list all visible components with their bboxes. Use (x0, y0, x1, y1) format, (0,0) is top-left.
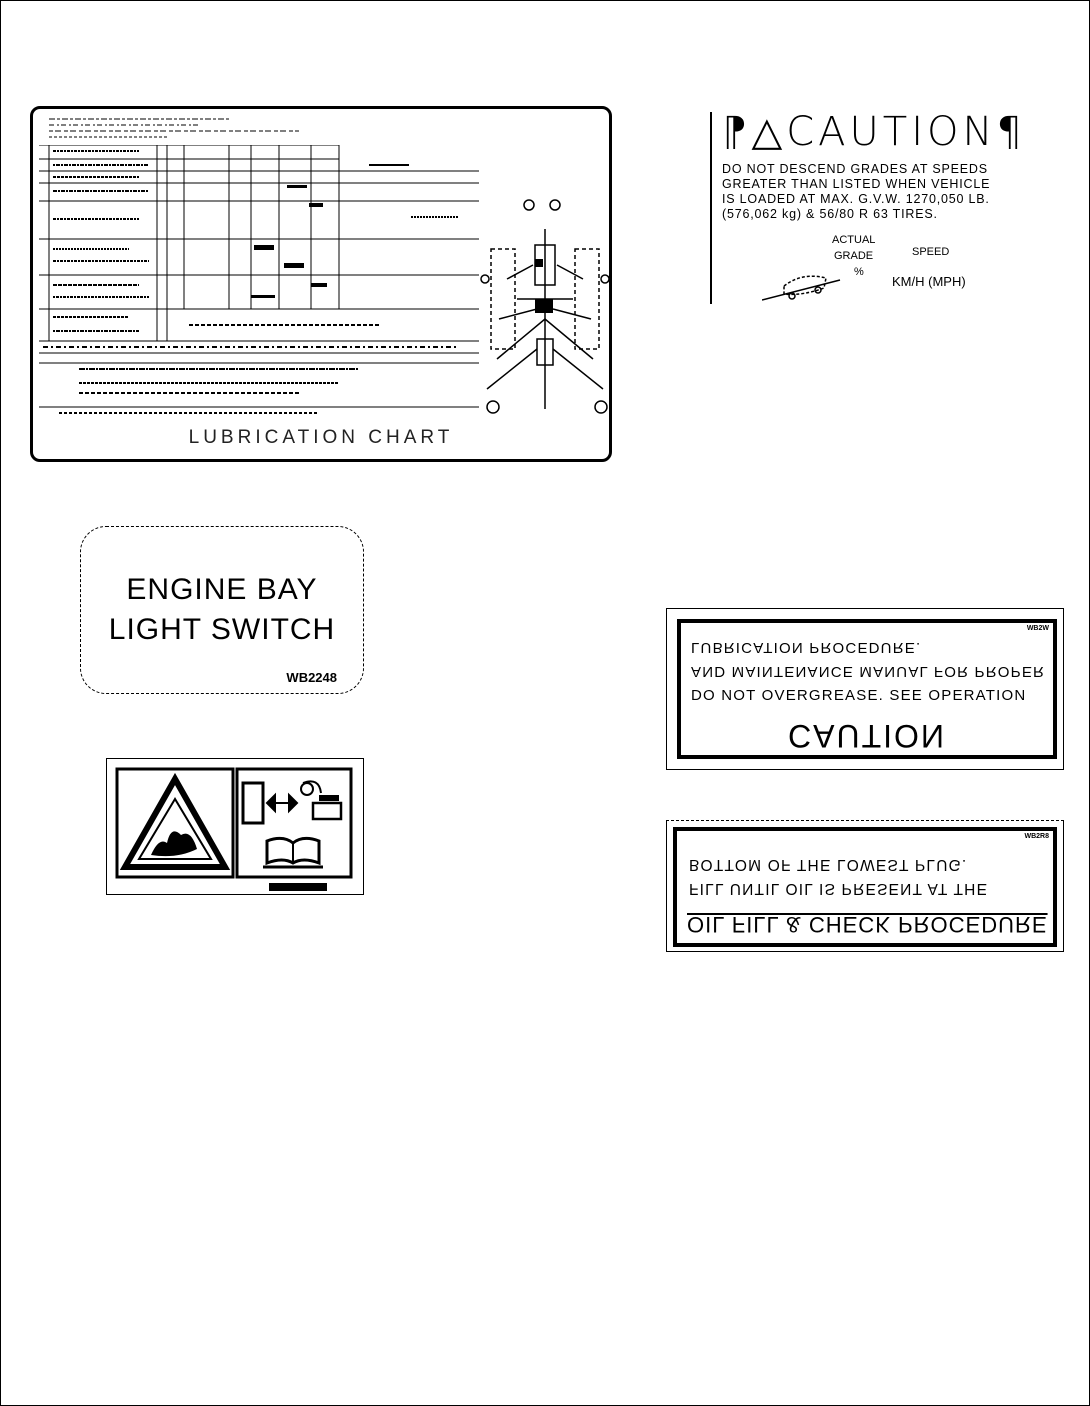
warning-triangle-fire-icon (125, 779, 225, 867)
oil-fill-procedure-line-2: FILL UNTIL OIL IS PRESENT AT THE (689, 880, 989, 897)
engine-bay-code: WB2248 (286, 670, 337, 685)
speed-caution-text (722, 162, 990, 222)
lubrication-procedure-heading: CAUTION (788, 718, 946, 754)
lubrication-chart-decal (30, 106, 612, 462)
machine-diagram (477, 189, 612, 421)
grade-label: GRADE (834, 250, 874, 262)
lubrication-procedure-code: WB2W (1026, 625, 1049, 632)
lubrication-procedure-line-3: DO NOT OVERGREASE. SEE OPERATION (691, 687, 1027, 704)
speed-caution-line-4: (576,062 kg) & 56/80 R 63 TIRES. (722, 207, 938, 221)
lubrication-procedure-decal (666, 608, 1064, 770)
speed-caution-line-1: DO NOT DESCEND GRADES AT SPEEDS (722, 162, 988, 176)
caution-bracket-left-icon: ⁋ (722, 109, 752, 155)
lubrication-procedure-panel (677, 619, 1057, 759)
truck-on-grade-icon (762, 266, 842, 302)
percent-label: % (854, 266, 864, 278)
engine-bay-line-1: ENGINE BAY (126, 573, 318, 606)
oil-fill-procedure-decal (666, 820, 1064, 952)
manual-book-icon (263, 838, 323, 867)
lubrication-chart-title: LUBRICATION CHART (188, 427, 454, 448)
lubrication-chart-header-marks (41, 111, 309, 145)
oil-fill-procedure-code: WB2R8 (1024, 833, 1049, 840)
battery-disconnect-icon (243, 781, 341, 823)
decal-edge-bar (710, 112, 712, 304)
speed-caution-heading-text: CAUTION (786, 109, 997, 155)
engine-bay-line-2: LIGHT SWITCH (108, 613, 336, 646)
oil-fill-procedure-panel (673, 827, 1057, 947)
actual-label: ACTUAL (832, 234, 876, 246)
oil-fill-procedure-heading: OIL FILL & CHECK PROCEDURE (687, 912, 1048, 937)
speed-caution-decal (706, 108, 1026, 308)
caution-bracket-right-icon: ¶ (996, 109, 1026, 155)
warning-triangle-icon: △ (751, 109, 787, 155)
speed-label: SPEED (912, 246, 950, 258)
lubrication-procedure-line-1: LUBRICATION PROCEDURE. (691, 639, 922, 656)
speed-caution-heading (722, 110, 1026, 154)
hazard-pictogram-decal (106, 758, 364, 895)
oil-fill-procedure-line-1: BOTTOM OF THE LOWEST PLUG. (689, 856, 968, 873)
lubrication-table (39, 145, 479, 435)
lubrication-procedure-line-2: AND MAINTENANCE MANUAL FOR PROPER (691, 663, 1046, 680)
speed-caution-line-3: IS LOADED AT MAX. G.V.W. 1270,050 LB. (722, 192, 990, 206)
speed-caution-line-2: GREATER THAN LISTED WHEN VEHICLE (722, 177, 991, 191)
engine-bay-decal (80, 526, 364, 694)
speed-units: KM/H (MPH) (892, 274, 966, 289)
